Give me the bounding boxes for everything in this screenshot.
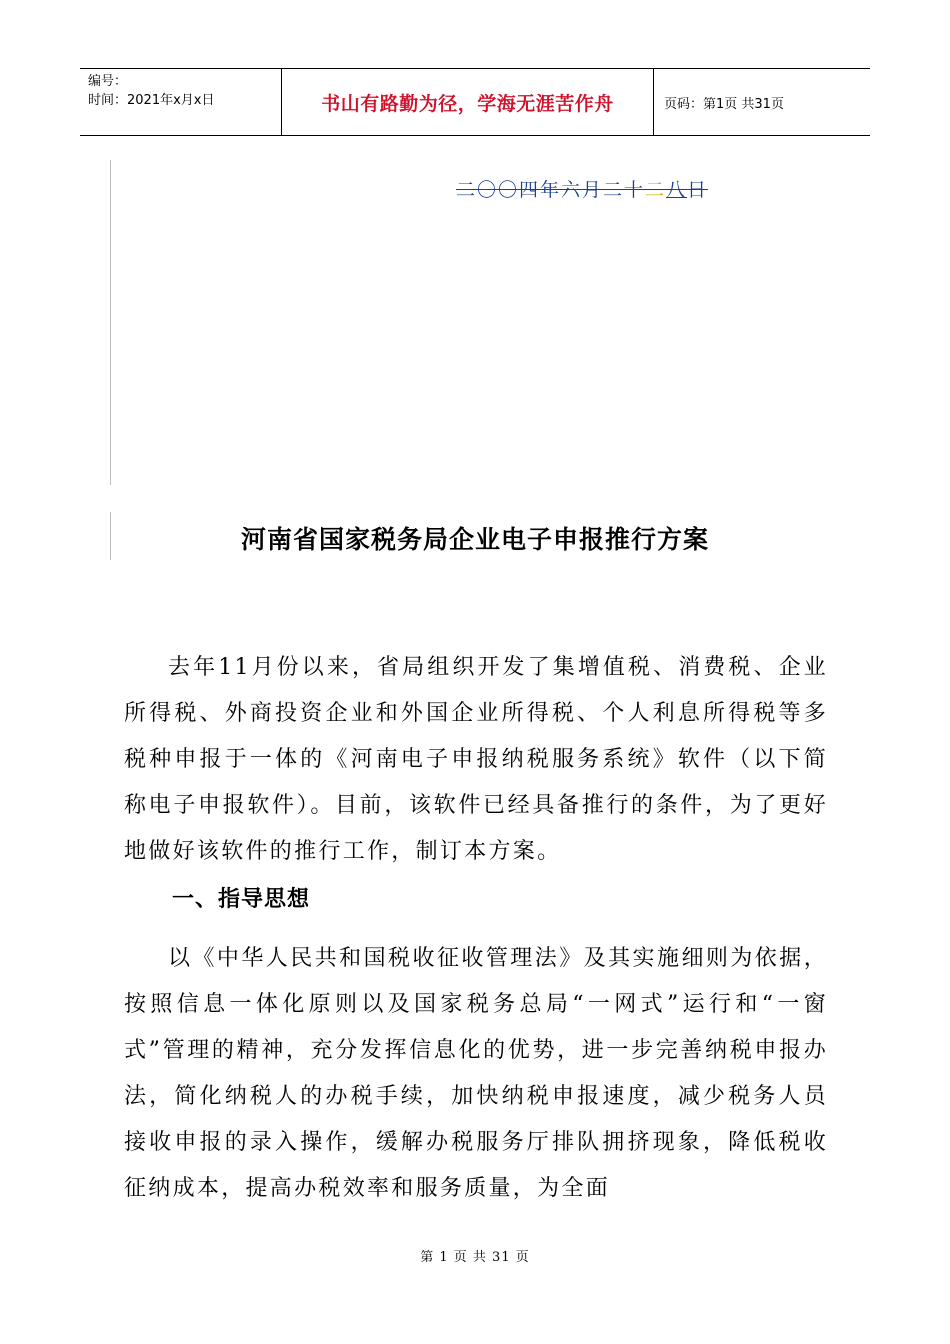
revision-date-deleted: 二〇〇四年六月二十	[456, 179, 646, 201]
section-heading-guiding-ideology: 一、指导思想	[172, 887, 311, 912]
revision-date-inserted: 二	[645, 179, 667, 201]
paragraph-intro: 去年11月份以来，省局组织开发了集增值税、消费税、企业所得税、外商投资企业和外国企业所得税、个人利息所得税等多税种申报于一体的《河南电子申报纳税服务系统》软件（以下简称电子申报软件）。目前，该软件已经具备推行的条件，为了更好地做好该软件的推行工作，制订本方案。	[124, 655, 828, 864]
header-motto: 书山有路勤为径，学海无涯苦作舟	[282, 69, 654, 135]
page-header	[80, 68, 870, 136]
time-label: 时间：2021年x月x日	[88, 93, 215, 108]
document-title: 河南省国家税务局企业电子申报推行方案	[240, 525, 709, 554]
revision-date-underlined: 八	[666, 179, 688, 201]
number-label: 编号：	[88, 74, 128, 89]
margin-line-upper	[110, 160, 111, 485]
revision-date	[456, 175, 708, 202]
page-footer: 第 1 页 共 31 页	[420, 1250, 530, 1265]
header-meta	[80, 69, 282, 135]
paragraph-guiding-ideology: 以《中华人民共和国税收征收管理法》及其实施细则为依据，按照信息一体化原则以及国家税务总局“一网式”运行和“一窗式”管理的精神，充分发挥信息化的优势，进一步完善纳税申报办法，简化纳税人的办税手续，加快纳税申报速度，减少税务人员接收申报的录入操作，缓解办税服务厅排队拥挤现象，降低税收征纳成本，提高办税效率和服务质量，为全面	[124, 946, 828, 1201]
header-page-code: 页码：第1页 共31页	[664, 96, 784, 112]
revision-date-suffix: 日	[687, 179, 709, 201]
